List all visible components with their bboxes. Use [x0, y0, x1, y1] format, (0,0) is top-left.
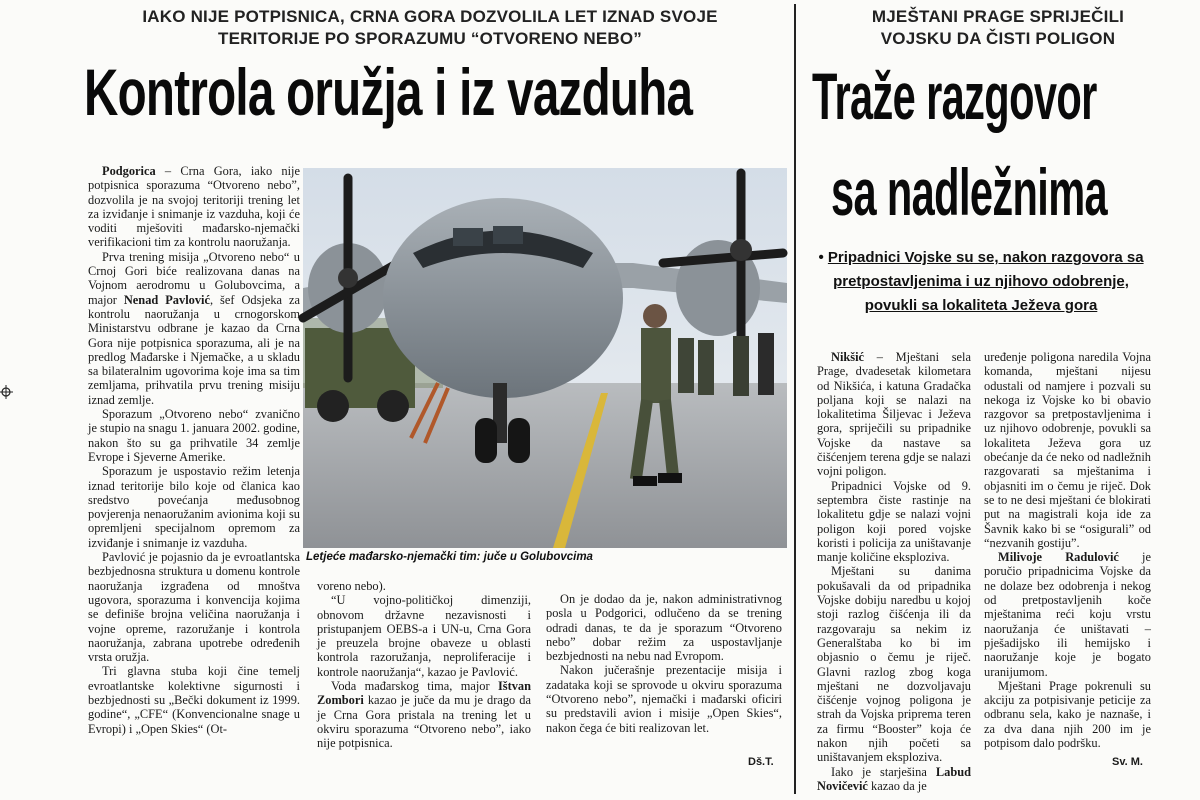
- right-paragraph-3: Mještani su danima pokušavali da od pripadnika Vojske dobiju naredbu u kojoj stoji razlog čišćenja ili da razgovaraju sa nekim iz Generalštaba ko bi im objasnio o čemu je riječ. Glavni razlog zbog koga mještani ne dozvoljavaju čišćenje vojnog poligona je strah da Vojska priprema teren za firmu “Booster” koja će nakon njih početi sa uništavanjem eksploziva.: [817, 564, 971, 765]
- photo-caption: Letjeće mađarsko-njemački tim: juče u Golubovcima: [306, 551, 593, 563]
- left-signature: Dš.T.: [748, 756, 774, 768]
- left-paragraph-4: Sporazum je uspostavio režim letenja iznad teritorije bilo koje od članica kao sredstvo povećanja međusobnog povjerenja nenaoružanim avionima koji su opremljeni specijalnom opremom za izviđanje i snimanje iz vazduha.: [88, 464, 300, 550]
- right-paragraph-4: [817, 765, 971, 794]
- left-paragraph-1: [88, 164, 300, 250]
- left-c2p2b: kazao je juče da mu je drago da je Crna Gora pristala na trening let u okviru sporazuma “Otvoreno nebo”, iako nije potpisnica.: [317, 693, 531, 751]
- left-p2a: Prva trening misija „Otvoreno nebo“ u Crnoj Gori biće realizovana danas na Vojnom aerodromu u Golubovcima, a major: [88, 249, 300, 307]
- left-headline: Kontrola oružja i iz vazduha: [84, 55, 693, 129]
- left-p2b: , šef Odsjeka za kontrolu naoružanja u crnogorskom Ministarstvu odbrane je kazao da Crna Gora nije potpisnica sporazuma, ali je na predlog Mađarske i Njemačke, a u skladu sa bilateralnim ugovorima koje ima sa tim zemljama, prihvatila prvu trening misiju iznad zemlje.: [88, 292, 300, 407]
- left-column-1: [88, 164, 300, 772]
- right-c2-paragraph-0: uređenje poligona naredila Vojna komanda, mještani nijesu odustali od namjere i pozvali su nekoga iz Vojske ko bi obavio razgovor sa pretpostavljenima i uz njihovo odobrenje, povukli sa lokaliteta Ježeva gora uz obećanje da će neko od nadležnih razgovarati sa mještanima i objasniti im o čemu je riječ. Dok se to ne desi mještani će blokirati put na magistrali koja ide za Šavnik kako bi se “osigurali” od “nezvanih gostiju”.: [984, 350, 1151, 550]
- left-c3-paragraph-2: Nakon jučerašnje prezentacije misija i zadataka koji se sprovode u okviru sporazuma “Otvoreno nebo”, njemački i mađarski oficiri su predstavili avion i misije „Open Skies“, nakon čega će biti realizovan let.: [546, 663, 782, 735]
- left-p2-name: Nenad Pavlović: [123, 292, 210, 307]
- right-column-2: [984, 350, 1151, 752]
- right-headline-line1: Traže razgovor: [812, 59, 1097, 133]
- right-kicker-line1: MJEŠTANI PRAGE SPRIJEČILI: [871, 7, 1125, 26]
- right-deck-text1: Pripadnici Vojske su se, nakon razgovora sa: [827, 249, 1144, 266]
- right-headline-line2: sa nadležnima: [831, 155, 1108, 229]
- left-c2p2-name: Ištvan Zombori: [317, 679, 531, 708]
- crosshair-icon: [0, 384, 14, 400]
- left-c3-paragraph-1: On je dodao da je, nakon administrativnog posla u Podgorici, odlučeno da se trening odradi danas, te da je sporazum “Otvoreno nebo” dobar režim za uspostavljanje bezbjednosti na nebu nad Evropom.: [546, 592, 782, 664]
- right-kicker-line2: VOJSKU DA ČISTI POLIGON: [880, 29, 1116, 48]
- aircraft-illustration: [303, 168, 787, 548]
- left-c2p2a: Voda mađarskog tima, major: [331, 679, 498, 694]
- right-c2-paragraph-1: [984, 550, 1151, 679]
- right-p4a: Iako je starješina: [831, 764, 936, 779]
- left-kicker: [80, 6, 780, 50]
- aircraft-photo: [303, 168, 787, 548]
- right-deck-line1: [810, 246, 1152, 270]
- left-kicker-line1: IAKO NIJE POTPISNICA, CRNA GORA DOZVOLILA LET IZNAD SVOJE: [142, 7, 718, 26]
- right-dateline: Nikšić: [831, 350, 865, 364]
- left-dateline: Podgorica: [102, 164, 156, 178]
- left-column-2: [317, 579, 531, 774]
- right-c2-paragraph-2: Mještani Prage pokrenuli su akciju za potpisivanje peticije za odbranu sela, kako je naznaše, i za dva dana njih 200 im je potpisom dalo podršku.: [984, 678, 1151, 751]
- right-column-1: [817, 350, 971, 793]
- left-kicker-line2: TERITORIJE PO SPORAZUMU “OTVORENO NEBO”: [217, 29, 643, 48]
- column-divider: [794, 4, 796, 794]
- left-c2-paragraph-2: [317, 679, 531, 750]
- left-c2-paragraph-1: “U vojno-političkoj dimenziji, obnovom državne nezavisnosti i pristupanjem OEBS-a i UN-u, Crna Gora je preuzela brojne obaveze u oblasti kontrola razoružanja, neproliferacije i kontrole naoružanja“, kazao je Pavlović.: [317, 593, 531, 679]
- right-deck-line2: [810, 270, 1152, 294]
- right-p4-name: Labud Novičević: [817, 764, 971, 793]
- left-paragraph-6: Tri glavna stuba koji čine temelj evroatlantske kolektivne sigurnosti i bezbjednosti su „Bečki dokument iz 1999. godine“, „CFE“ (Konvencionalne snage u Evropi) i „Open Skies“ (Ot-: [88, 664, 300, 736]
- right-c2p1b: je poručio pripadnicima Vojske da ne dolaze bez odobrenja i nekog od pretpostavljenih koče mještanima reći koju vrstu naoružanja će uništavati – pješadijsko ili hemijsko i naoružanje koje je bogato uranijumom.: [984, 550, 1152, 679]
- left-column-3: [546, 592, 782, 758]
- right-signature: Sv. M.: [1112, 756, 1143, 768]
- right-p1-text: – Mještani sela Prage, dvadesetak kilometara od Nikšića, i katuna Gradačka poljana koji se nalazi na lokalitetima Šiljevac i Ježeva gora, spriječili su pripadnike Vojske da nastave sa čišćenjem terena gdje se nalazi vojni poligon.: [817, 350, 971, 479]
- right-p4b: kazao da je: [867, 778, 927, 793]
- right-deck-line3: [810, 294, 1152, 318]
- right-c2p1-name: Milivoje Radulović: [998, 550, 1119, 565]
- right-kicker: [806, 6, 1190, 50]
- left-c2-paragraph-0: voreno nebo).: [317, 579, 386, 593]
- left-p1-text: – Crna Gora, iako nije potpisnica sporazuma “Otvoreno nebo”, dozvolila je na svojoj teritoriji trening let za izviđanje i snimanje iz vazduha, koji će voditi mješoviti mađarsko-njemački verifikacioni tim za kontrolu naoružanja.: [88, 164, 300, 250]
- left-paragraph-5: Pavlović je pojasnio da je evroatlantska bezbjednosna struktura u domenu kontrole naoružanja izgrađena od mnoštva ugovora, sporazuma i konvencija kojima se definiše brojna veličina naoružanja i vojne opreme, razoružanje i kontrola naoružanja, zabrana upotrebe određenih vrsta oružja.: [88, 550, 300, 665]
- right-deck-text2: pretpostavljenima i uz njihovo odobrenje,: [833, 273, 1129, 290]
- deck-bullet: •: [818, 249, 824, 266]
- right-deck-text3: povukli sa lokaliteta Ježeva gora: [864, 297, 1098, 314]
- right-deck: [810, 246, 1152, 318]
- right-paragraph-2: Pripadnici Vojske od 9. septembra čiste rastinje na lokalitetu gdje se nalazi vojni poligon koji pored vojske koristi i policija za uništavanje manje količine eksploziva.: [817, 478, 971, 565]
- left-paragraph-3: Sporazum „Otvoreno nebo“ zvanično je stupio na snagu 1. januara 2002. godine, nakon što su ga prihvatile 34 zemlje Evrope i Sjeverne Amerike.: [88, 407, 300, 464]
- left-paragraph-2: [88, 250, 300, 407]
- right-paragraph-1: [817, 350, 971, 479]
